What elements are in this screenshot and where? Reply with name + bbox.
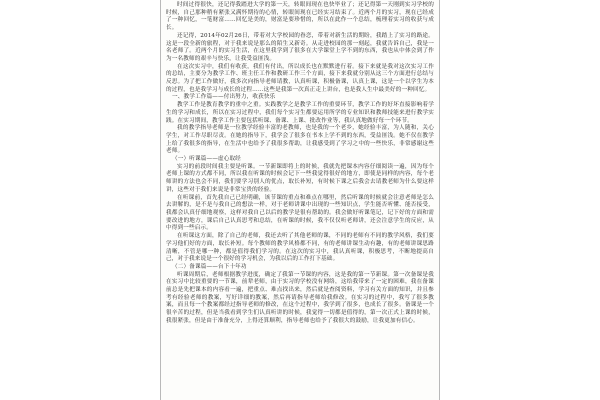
paragraph-teaching: 教学工作是教育教学的重中之重。实践教学之是教学工作的重要环节，教学工作的好坏直接影响着学生的学习和成长，所以在实习过程中，我们每个实习生都要运用所学的专业知识和教师技能来进行教学实践。在实习期间，教学工作主要包括听课、备课、上课、批改作业等，我认真地做好每一个环节。 <box>166 102 434 124</box>
paragraph-overview: 在这次实习中，我们有收获，我们有付出，所以成长也在默默进行着。接下来就是我对这次实习工作的总结，主要分为教学工作、班主任工作和教研工作三个方面，接下来我就分别从这三个方面进行总结与反思。为了把工作做好，我多次向指导老师请教，认真听课，积极备课，认真上课，这是一个以学生为本的过程，也是我学习与成长的过程……这些是我第一次真正走上讲台，也是我人生中最美好的一种回忆。 <box>166 63 434 93</box>
paragraph-listening-1: 实习的前段时间我主要是听课。一节新课即将上的时候，我就先把课本内容仔细阅读一遍，因为每个老师上课的方式都不同，所以我在听课的时候会记下一些我觉得很好的地方，即使是同样的内容，每个老师讲的方法也会不同，我们要学习别人的优点，取长补短，有时候下课之后我会去请教老师为什么要这样讲，这些对于我们来说是非常宝贵的经验。 <box>166 163 434 193</box>
document-page <box>160 0 440 400</box>
paragraph-intro: 时间过得很快，还记得我踏进大学的第一天，转眼间现在也快毕业了；还记得第一天刚到实习学校的时候，自己那种稍有紧张又满怀期待的心情，转眼间现在已经实习结束了。近两个月的实习，现在已经成了一种回忆，一笔财富……回忆是美的，财富是要珍惜的，所以在此作一个总结，梳理着实习的收获与成长。 <box>166 2 434 32</box>
section-heading-teaching: 一、教学工作篇——付出努力，收获快乐 <box>172 94 276 101</box>
paragraph-mentor: 我的教学指导老师是一位教学经验丰富的老教师，也是我的一个老乡，她经验丰富，为人随和，关心学生，对工作尽职尽责。在她的指导下，我学会了很多在书本上学不到的东西，受益匪浅。她不仅在教学上给了我很多的指导，在生活中也给予了我很多帮助，让我感受到了学习之中的一些快乐，非常感谢这些老师。 <box>166 125 434 155</box>
paragraph-preparation: 听课周期后，老师根据教学进度，确定了我第一节课的内容，这是我的第一节新课。第一次备课是我在实习中比较重要的一节课，前辈老师，由于实习的学校没有网络，这给我带来了一定的困难，我在备课前总是先把课本的内容看一遍，把重点、难点找出来，然后就是查阅资料，学习有关方面的知识，并且参考有经验老师的教案，写好详细的教案，然后再请指导老师给我修改。在实习的过程中，我写了很多教案，而且每一个教案都经过指导老师的修改，在这个过程中，我学到了很多，也成长了很多。备课是一个很辛苦的过程，但是当我看到学生们认真听讲的时候，我觉得一切都是值得的，第一次正式上课的时候，我很紧张，但是由于准备充分，上得还算顺利，指导老师也给予了我很大的鼓励，让我更加有信心。 <box>166 271 434 324</box>
document-body <box>166 2 434 326</box>
paragraph-listening-2: 在听课前，首先我自己已经明确，该节课的重点和难点在哪里，然后听课的时候就会注意老师是怎么去讲解的，是不是与我自己的想法一样，对于老师讲课中出现的一些知识点，学生能否听懂、能否接受，我都会认真仔细地观察，这样对我自己以后的教学是很有帮助的。我会做好听课笔记，记下好的方面和需要改进的地方，课后自己认真思考和总结，在听课的时候，我不仅仅听老师讲，还会注意学生的反应，从中得到一些启示。 <box>166 194 434 232</box>
subsection-heading-preparation: （二）备课篇——台下十年功 <box>172 263 247 270</box>
paragraph-date: 还记得，2014年02月26日，带着对大学校园的眷恋，带着对新生活的期盼，我踏上了实习的路途。这是一段全新的旅程，对于我来说是那么的陌生又新奇。从走进校园的那一刻起，我就告诉自己，我是一名老师了。近两个月的实习生活，在这里我学到了很多在大学课堂上学不到的东西，我也从中体会到了作为一名教师的艰辛与快乐，让我受益匪浅。 <box>166 32 434 62</box>
paragraph-listening-3: 在听课这方面，除了自己的老师，我还去听了其他老师的课，不同的老师有不同的教学风格，我们要学习他们好的方面，取长补短。每个教师的教学风格都不同，有的老师讲课生动有趣，有的老师讲课思路清晰，不管是哪一种，都是值得我们学习的。在这次的实习中，我认真听课，积极思考，不断地提高自己，对于我来说是一个很好的学习机会，为我以后的工作打下基础。 <box>166 233 434 263</box>
subsection-heading-listening: （一）听课篇——虚心取经 <box>172 156 241 163</box>
